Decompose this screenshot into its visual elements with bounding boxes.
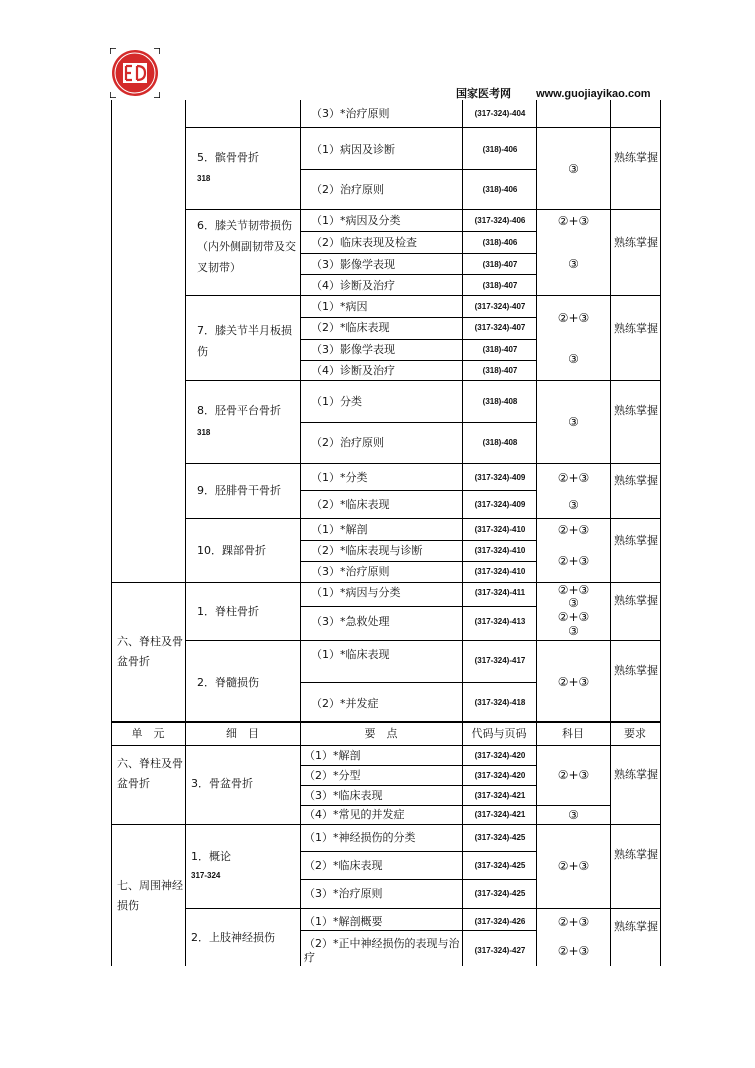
code-text: (318)-406 — [482, 185, 518, 194]
code-text: (317-324)-407 — [474, 323, 526, 332]
site-name: 国家医考网 — [456, 88, 511, 100]
requirement-text: 熟练掌握 — [614, 151, 658, 164]
unit-title: 七、周围神经损伤 — [117, 879, 183, 912]
code-text: (317-324)-410 — [474, 546, 526, 555]
detail-title: 1．概论 — [191, 850, 231, 863]
column-header-subject: 科目 — [562, 727, 584, 740]
code-text: (317-324)-427 — [474, 946, 526, 955]
requirement-text: 熟练掌握 — [614, 768, 658, 781]
code-text: (318)-407 — [482, 345, 518, 354]
detail-title: 1．脊柱骨折 — [197, 605, 259, 618]
subject-mark: ②+③ — [557, 523, 590, 537]
code-text: (318)-408 — [482, 438, 518, 447]
requirement-text: 熟练掌握 — [614, 664, 658, 677]
requirement-text: 熟练掌握 — [614, 534, 658, 547]
subject-mark: ③ — [568, 162, 579, 176]
code-text: (318)-407 — [482, 366, 518, 375]
detail-title: 10．踝部骨折 — [197, 544, 266, 557]
subject-mark: ②+③ — [557, 944, 590, 958]
requirement-text: 熟练掌握 — [614, 920, 658, 933]
code-text: (317-324)-425 — [474, 889, 526, 898]
subject-mark: ③ — [568, 415, 579, 429]
requirement-text: 熟练掌握 — [614, 848, 658, 861]
subject-mark: ③ — [568, 498, 579, 512]
subject-mark: ③ — [568, 596, 579, 610]
subject-mark: ③ — [568, 624, 579, 638]
point-text: （2）*临床表现与诊断 — [311, 544, 423, 557]
code-text: (317-324)-409 — [474, 500, 526, 509]
column-header-points: 要 点 — [364, 727, 398, 740]
code-text: (317-324)-420 — [474, 751, 526, 760]
subject-mark: ②+③ — [557, 675, 590, 689]
point-text: （2）*临床表现 — [311, 498, 390, 511]
point-text: （3）*治疗原则 — [304, 887, 383, 900]
subject-mark: ②+③ — [557, 214, 590, 228]
subject-mark: ②+③ — [557, 610, 590, 624]
point-text: （1）*解剖 — [304, 749, 361, 762]
subject-mark: ③ — [568, 808, 579, 822]
detail-title: 3．骨盆骨折 — [191, 777, 253, 790]
point-text: （3）*临床表现 — [304, 789, 383, 802]
subject-mark: ②+③ — [557, 768, 590, 782]
point-text: （1）*临床表现 — [311, 648, 390, 661]
code-text: (317-324)-418 — [474, 698, 526, 707]
site-logo — [110, 48, 160, 98]
point-text: （1）分类 — [311, 395, 362, 408]
point-text: （2）*正中神经损伤的表现与治疗 — [304, 937, 460, 964]
point-text: （4）诊断及治疗 — [311, 279, 395, 292]
point-text: （2）临床表现及检查 — [311, 236, 417, 249]
subject-mark: ②+③ — [557, 554, 590, 568]
detail-code-note: 318 — [197, 428, 211, 437]
code-text: (317-324)-421 — [474, 791, 526, 800]
detail-title: 2．脊髓损伤 — [197, 676, 259, 689]
site-header — [456, 85, 651, 101]
point-text: （3）*治疗原则 — [311, 565, 390, 578]
point-text: （2）*并发症 — [311, 697, 379, 710]
syllabus-table — [111, 100, 661, 966]
detail-title: 5．髌骨骨折 — [197, 151, 259, 164]
code-text: (317-324)-421 — [474, 810, 526, 819]
column-header-requirement: 要求 — [624, 727, 646, 740]
unit-title: 六、脊柱及骨盆骨折 — [117, 635, 183, 668]
code-text: (317-324)-404 — [474, 109, 526, 118]
point-text: （4）*常见的并发症 — [304, 808, 405, 821]
code-text: (317-324)-417 — [474, 656, 526, 665]
detail-title: 6．膝关节韧带损伤（内外侧副韧带及交叉韧带） — [197, 219, 296, 274]
point-text: （2）*临床表现 — [311, 321, 390, 334]
requirement-text: 熟练掌握 — [614, 236, 658, 249]
code-text: (317-324)-410 — [474, 567, 526, 576]
site-url[interactable]: www.guojiayikao.com — [536, 88, 651, 100]
point-text: （1）*神经损伤的分类 — [304, 831, 416, 844]
point-text: （1）*病因与分类 — [311, 586, 401, 599]
point-text: （2）治疗原则 — [311, 183, 384, 196]
detail-code-note: 317-324 — [191, 871, 221, 880]
code-text: (317-324)-413 — [474, 617, 526, 626]
point-text: （4）诊断及治疗 — [311, 364, 395, 377]
code-text: (317-324)-406 — [474, 216, 526, 225]
detail-title: 2．上肢神经损伤 — [191, 931, 275, 944]
column-header-unit: 单 元 — [131, 727, 165, 740]
requirement-text: 熟练掌握 — [614, 322, 658, 335]
subject-mark: ②+③ — [557, 311, 590, 325]
point-text: （3）*急救处理 — [311, 615, 390, 628]
code-text: (317-324)-407 — [474, 302, 526, 311]
subject-mark: ②+③ — [557, 583, 590, 597]
requirement-text: 熟练掌握 — [614, 474, 658, 487]
column-header-detail: 细 目 — [226, 727, 259, 740]
point-text: （1）病因及诊断 — [311, 143, 395, 156]
point-text: （2）*分型 — [304, 769, 361, 782]
requirement-text: 熟练掌握 — [614, 404, 658, 417]
point-text: （2）*临床表现 — [304, 859, 383, 872]
subject-mark: ②+③ — [557, 859, 590, 873]
subject-mark: ③ — [568, 352, 579, 366]
point-text: （1）*解剖概要 — [304, 915, 383, 928]
point-text: （1）*分类 — [311, 471, 368, 484]
detail-code-note: 318 — [197, 174, 211, 183]
point-text: （3）影像学表现 — [311, 258, 395, 271]
unit-title: 六、脊柱及骨盆骨折 — [117, 757, 183, 790]
code-text: (317-324)-409 — [474, 473, 526, 482]
detail-title: 7．膝关节半月板损伤 — [197, 324, 292, 358]
point-text: （1）*病因及分类 — [311, 214, 401, 227]
code-text: (318)-407 — [482, 281, 518, 290]
requirement-text: 熟练掌握 — [614, 594, 658, 607]
code-text: (318)-407 — [482, 260, 518, 269]
code-text: (317-324)-425 — [474, 861, 526, 870]
code-text: (318)-408 — [482, 397, 518, 406]
point-text: （3）*治疗原则 — [311, 107, 390, 120]
subject-mark: ②+③ — [557, 915, 590, 929]
detail-title: 8．胫骨平台骨折 — [197, 404, 281, 417]
point-text: （1）*解剖 — [311, 523, 368, 536]
subject-mark: ③ — [568, 257, 579, 271]
code-text: (317-324)-426 — [474, 917, 526, 926]
code-text: (318)-406 — [482, 145, 518, 154]
code-text: (318)-406 — [482, 238, 518, 247]
code-text: (317-324)-410 — [474, 525, 526, 534]
point-text: （2）治疗原则 — [311, 436, 384, 449]
subject-mark: ②+③ — [557, 471, 590, 485]
code-text: (317-324)-425 — [474, 833, 526, 842]
point-text: （1）*病因 — [311, 300, 368, 313]
code-text: (317-324)-420 — [474, 771, 526, 780]
detail-title: 9．胫腓骨干骨折 — [197, 484, 281, 497]
point-text: （3）影像学表现 — [311, 343, 395, 356]
column-header-code: 代码与页码 — [471, 727, 527, 740]
code-text: (317-324)-411 — [474, 588, 526, 597]
